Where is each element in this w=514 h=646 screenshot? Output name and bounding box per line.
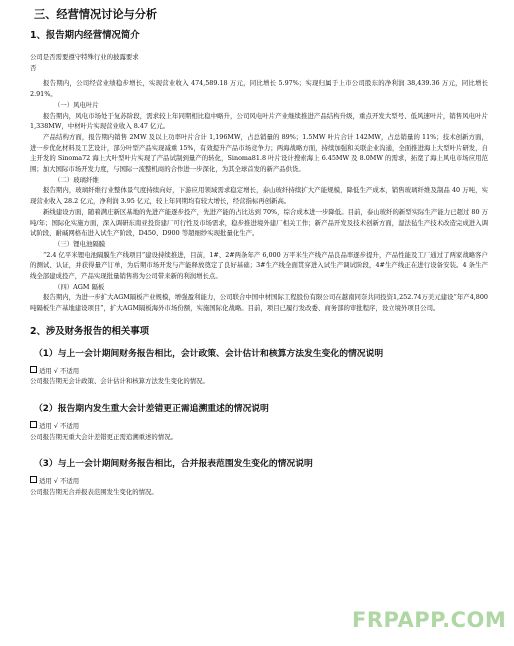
checkmark-icon: √	[53, 422, 58, 431]
wind-blade-paragraph-2: 产品结构方面，报告期内销售 2MW 及以上功率叶片合计 1,196MW，占总销量的 89%；1.5MW 叶片合计 142MW，占总销量的 11%；技术创新方面，进一步优化材料及工艺设计，部分叶型产品实现减重 15%，有效提升产品市场竞争力；两海战略方面，持续加强和关联企业沟通，全面推进海上大型叶片研发，自主开发的 Sinoma72 海上大叶型叶片实现了产品试制到量产的转化，Sinoma81.8 叶片设计搜索海上 6.45MW 及 8.0MW 的需求，拓宽了海上风电市场应用范围；加大国际市场开发力度，与国际一流整机商的合作进一步深化，为其全球首发的新产品供货。	[30, 132, 488, 174]
disclosure-answer: 否	[30, 63, 37, 72]
agm-paragraph: 报告期内，为进一步扩大AGM隔板产业规模，增强盈利能力，公司联合中国中材国际工程股份有限公司在越南同奈共同投资1,252.74万美元建设“年产4,800吨隔板生产基地建设项目”，扩大AGM隔板海外市场份额，实施国际化战略。目前，项目已履行发改委、商务部的审批程序，设立境外项目公司。	[30, 293, 488, 313]
separator-paragraph: “2.4 亿平米锂电池隔膜生产线项目”建设持续推进，目前，1#、2#两条年产 6,000 万平米生产线产品良品率逐步提升，产品性能及工厂通过了两家战略客户的测试、认证，并获得量产订单，为后期市场开发与产能释放奠定了良好基础；3#生产线全面贯穿进入试生产调试阶段，4#生产线正在进行设备安装。4 条生产线全部建成投产，产品实现批量销售将为公司带来新的利润增长点。	[30, 250, 488, 281]
item3-text: 公司报告期无合并报表范围发生变化的情况。	[30, 487, 158, 496]
item3-title: （3）与上一会计期间财务报告相比，合并报表范围发生变化的情况说明	[34, 459, 313, 470]
item1-checkbox-row: 适用 √ 不适用	[30, 366, 488, 377]
checkmark-icon: √	[53, 477, 58, 486]
applicable-checkbox	[30, 476, 37, 483]
watermark-logo: FRPAPP.COM	[352, 608, 507, 632]
part-label-separator: （三）锂电池隔膜	[54, 239, 106, 248]
document-body	[30, 8, 488, 497]
disclosure-question: 公司是否需要遵守特殊行业的披露要求	[30, 53, 139, 61]
glass-fiber-paragraph-2: 新线建设方面，随着满庄新区基地的先进产能逐步投产，先进产能的占比达到 70%，综合成本进一步降低。目前，泰山玻纤的新型实际生产能力已超过 80 万吨/年；国际化实施方面，深入调研东南亚投资建厂可行性及市场需求，稳步推进境外建厂相关工作；新产品开发及技术创新方面，湿法毡生产技术改造完成进入调试阶段，耐碱网格布进入试生产阶段，D450、D900 等超细纱实现批量化生产。	[30, 207, 488, 238]
item3-checkbox-row: 适用 √ 不适用	[30, 476, 488, 487]
item2-title: （2）报告期内发生重大会计差错更正需追溯重述的情况说明	[34, 404, 269, 415]
part-label-glass-fiber: （二）玻璃纤维	[54, 175, 99, 184]
section2-title: 2、涉及财务报告的相关事项	[30, 325, 150, 337]
section-heading: 三、经营情况讨论与分析	[34, 8, 158, 21]
intro-paragraph: 报告期内，公司经营业绩稳步增长，实现营业收入 474,589.18 万元，同比增长 5.97%；实现归属于上市公司股东的净利润 38,439.36 万元，同比增长 2.91%。	[30, 79, 488, 99]
item1-title: （1）与上一会计期间财务报告相比，会计政策、会计估计和核算方法发生变化的情况说明	[34, 348, 384, 359]
part-label-wind-blade: （一）风电叶片	[54, 100, 99, 109]
glass-fiber-paragraph-1: 报告期内，玻璃纤维行业整体景气度持续向好，下游应用领域需求稳定增长，泰山玻纤持续扩大产能规模，降低生产成本，销售玻璃纤维及制品 40 万吨，实现营业收入 28.2 亿元，净利润 3.95 亿元，较上年同期均有较大增长，经营指标再创新高。	[30, 186, 488, 206]
checkmark-icon: √	[53, 366, 58, 375]
applicable-checkbox	[30, 366, 37, 373]
section1-title: 1、报告期内经营情况简介	[30, 30, 140, 41]
wind-blade-paragraph-1: 报告期内，风电市场处于复苏阶段，需求较上年同期相比稳中略升，公司风电叶片产业继续推进产品结构升级，重点开发大型号、低风速叶片，销售风电叶片 1,338MW，中材叶片实现营业收入 8.47 亿元。	[30, 111, 488, 131]
item1-text: 公司报告期无会计政策、会计估计和核算方法发生变化的情况。	[30, 377, 209, 386]
item2-checkbox-row: 适用 √ 不适用	[30, 421, 488, 432]
part-label-agm: （四）AGM 隔板	[54, 282, 105, 291]
item2-text: 公司报告期无重大会计差错更正需追溯重述的情况。	[30, 432, 177, 441]
applicable-checkbox	[30, 421, 37, 428]
